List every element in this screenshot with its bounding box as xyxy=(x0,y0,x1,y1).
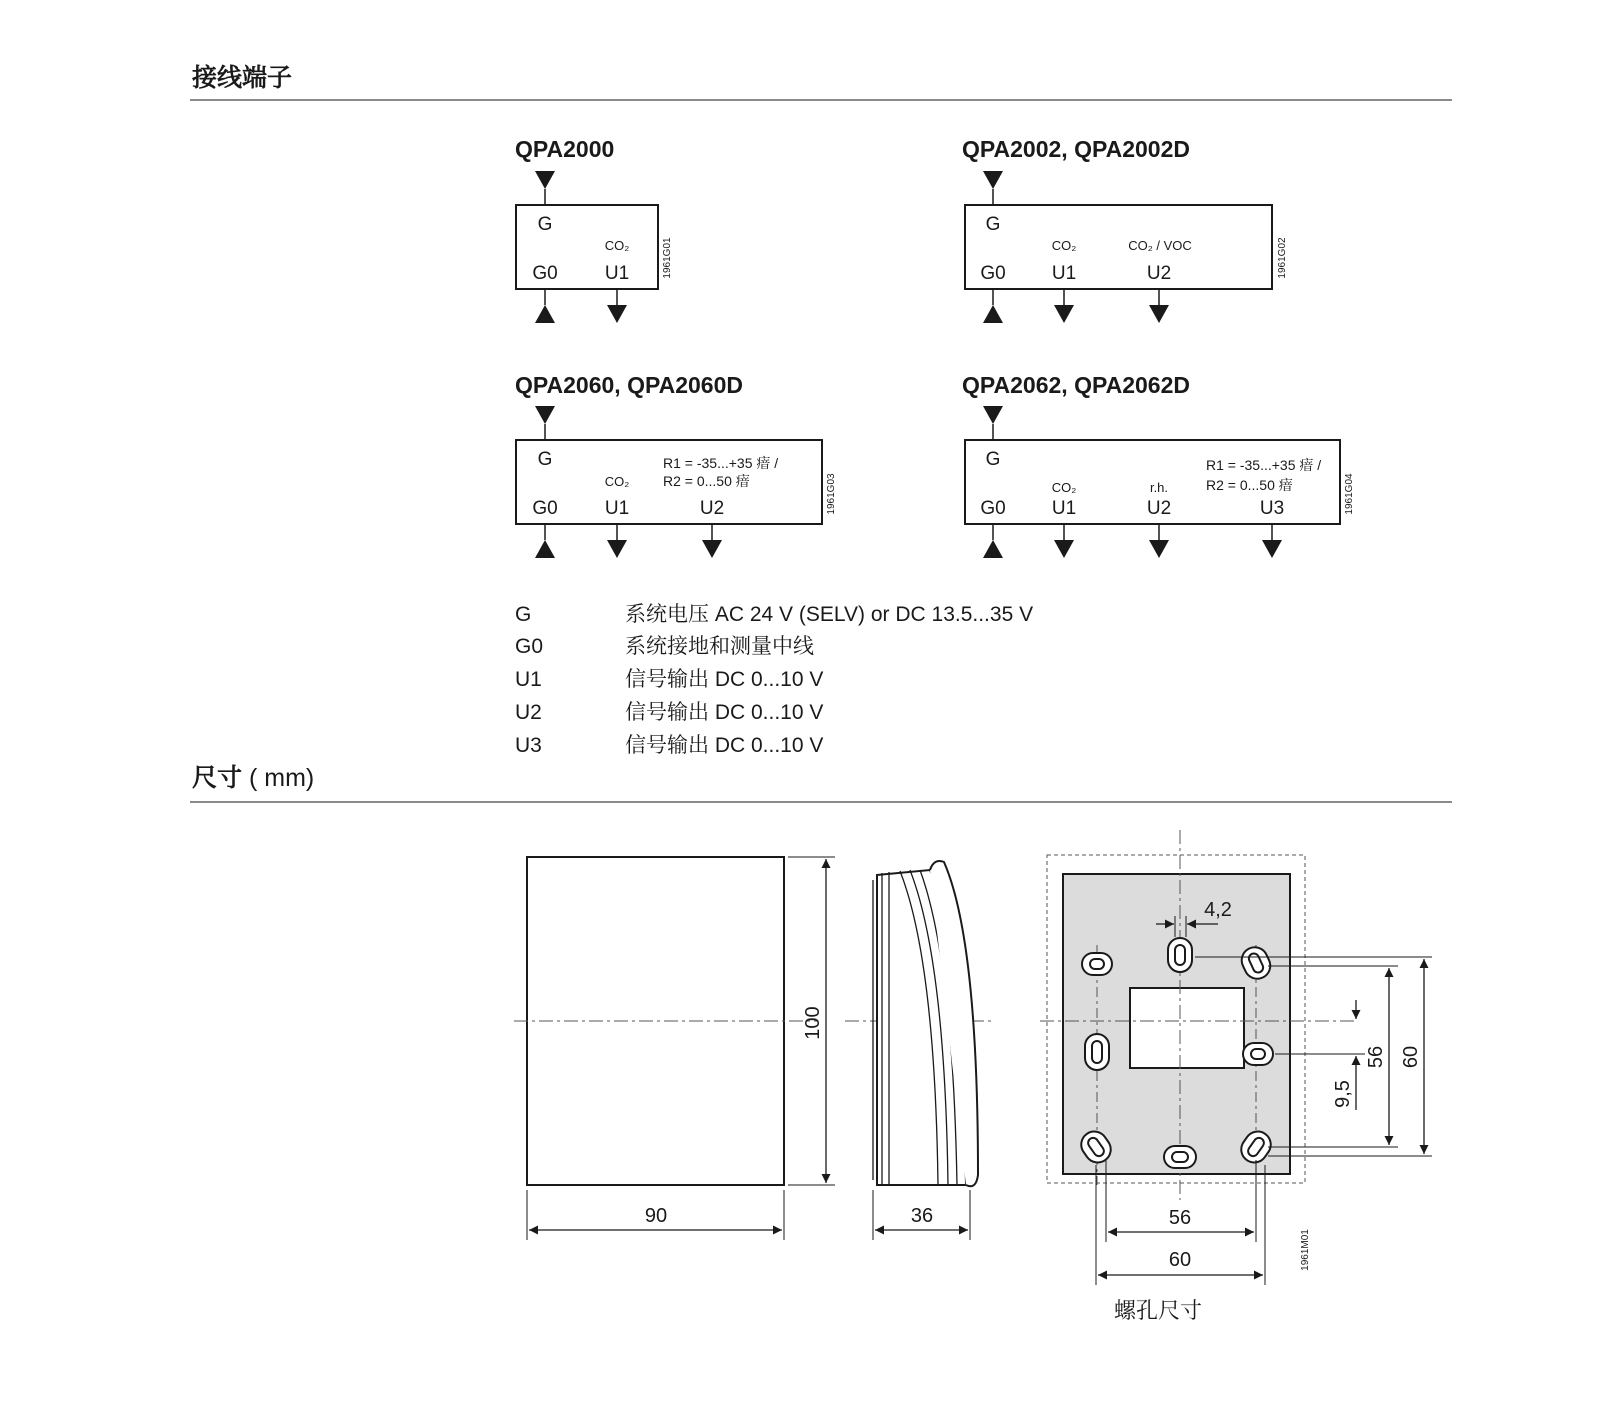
dimensions-title-text: 尺寸 xyxy=(192,764,243,792)
signal-label: CO₂ xyxy=(1051,480,1077,495)
wiring-diagram-qpa2062 xyxy=(962,372,1355,558)
ground-arrow-icon xyxy=(983,540,1003,558)
output-arrow-icon xyxy=(1054,540,1074,558)
legend-row xyxy=(515,731,823,761)
signal-label: CO₂ xyxy=(604,474,630,489)
output-arrow-icon xyxy=(1054,305,1074,323)
plate-window xyxy=(1130,988,1244,1068)
legend-desc: 信号输出 DC 0...10 V xyxy=(625,668,824,691)
legend-desc: 系统电压 AC 24 V (SELV) or DC 13.5...35 V xyxy=(625,603,1034,626)
supply-arrow-icon xyxy=(535,171,555,189)
hole-caption: 螺孔尺寸 xyxy=(1113,1298,1203,1323)
supply-terminal-label: G xyxy=(537,449,553,470)
diagram-model-title: QPA2060, QPA2060D xyxy=(515,372,743,398)
output-arrow-icon xyxy=(1149,305,1169,323)
legend-term: U2 xyxy=(515,701,542,724)
dimension-label: 60 xyxy=(1168,1249,1192,1271)
terminal-label: U1 xyxy=(1051,263,1077,284)
terminal-label: U2 xyxy=(1146,498,1172,519)
diagram-code: 1961G04 xyxy=(1344,473,1355,515)
dimension-label: 36 xyxy=(910,1205,934,1227)
diagram-model-title: QPA2062, QPA2062D xyxy=(962,372,1190,398)
supply-terminal-label: G xyxy=(985,449,1001,470)
mounting-hole-icon xyxy=(1168,938,1192,972)
diagram-model-title: QPA2002, QPA2002D xyxy=(962,136,1190,162)
wiring-diagram-qpa2000 xyxy=(515,136,673,323)
mounting-hole-icon xyxy=(1243,1043,1273,1065)
legend-row xyxy=(515,665,823,695)
wiring-diagram-qpa2060 xyxy=(515,372,837,558)
wiring-diagram-qpa2002 xyxy=(962,136,1288,323)
legend-term: G xyxy=(515,603,532,626)
output-arrow-icon xyxy=(1262,540,1282,558)
legend-term: G0 xyxy=(515,635,544,658)
mounting-hole-icon xyxy=(1085,1034,1109,1070)
section-title-terminals: 接线端子 xyxy=(192,64,293,92)
dimension-label: 60 xyxy=(1400,1045,1422,1069)
mounting-hole-icon xyxy=(1164,1146,1196,1168)
terminal-label: G0 xyxy=(980,263,1006,284)
supply-arrow-icon xyxy=(983,406,1003,424)
diagram-model-title: QPA2000 xyxy=(515,136,615,162)
dimensions-unit: ( mm) xyxy=(248,764,315,792)
legend-row xyxy=(515,698,823,728)
legend-desc: 信号输出 DC 0...10 V xyxy=(625,701,824,724)
ground-arrow-icon xyxy=(983,305,1003,323)
supply-terminal-label: G xyxy=(985,214,1001,235)
ground-arrow-icon xyxy=(535,540,555,558)
output-arrow-icon xyxy=(607,540,627,558)
output-arrow-icon xyxy=(1149,540,1169,558)
dimension-label: 90 xyxy=(644,1205,668,1227)
legend-term: U1 xyxy=(515,668,542,691)
terminal-label: U3 xyxy=(1259,498,1285,519)
dimension-label: 56 xyxy=(1168,1207,1192,1229)
range-label: R1 = -35...+35 瘖 / xyxy=(663,455,779,471)
terminal-label: U1 xyxy=(1051,498,1077,519)
dimension-label: 4,2 xyxy=(1204,899,1232,921)
dimension-label: 100 xyxy=(802,1006,824,1040)
diagram-code: 1961G02 xyxy=(1277,237,1288,279)
diagram-code: 1961G03 xyxy=(826,473,837,515)
signal-label: r.h. xyxy=(1149,480,1169,495)
signal-label: CO₂ xyxy=(604,238,630,253)
range-label: R2 = 0...50 瘖 xyxy=(1206,477,1293,493)
terminal-label: U2 xyxy=(699,498,725,519)
legend-term: U3 xyxy=(515,734,542,757)
legend-desc: 系统接地和测量中线 xyxy=(625,635,814,658)
supply-arrow-icon xyxy=(535,406,555,424)
mounting-hole-icon xyxy=(1082,953,1112,975)
ground-arrow-icon xyxy=(535,305,555,323)
legend-row xyxy=(515,632,814,662)
front-view-drawing xyxy=(514,857,835,1240)
dimension-label: 56 xyxy=(1365,1045,1387,1069)
supply-arrow-icon xyxy=(983,171,1003,189)
terminal-block xyxy=(965,205,1272,289)
output-arrow-icon xyxy=(607,305,627,323)
signal-label: CO₂ / VOC xyxy=(1128,238,1192,253)
legend-row xyxy=(515,600,1033,630)
signal-label: CO₂ xyxy=(1051,238,1077,253)
range-label: R1 = -35...+35 瘖 / xyxy=(1206,457,1322,473)
dimension-label: 9,5 xyxy=(1332,1080,1354,1108)
diagram-code: 1961G01 xyxy=(662,237,673,279)
supply-terminal-label: G xyxy=(537,214,553,235)
legend-desc: 信号输出 DC 0...10 V xyxy=(625,734,824,757)
terminal-label: U1 xyxy=(604,498,630,519)
drawing-code: 1961M01 xyxy=(1300,1229,1311,1271)
side-view-drawing xyxy=(845,861,995,1240)
range-label: R2 = 0...50 瘖 xyxy=(663,473,750,489)
terminal-label: G0 xyxy=(532,498,558,519)
output-arrow-icon xyxy=(702,540,722,558)
mounting-plate-drawing xyxy=(1040,830,1432,1323)
terminal-label: G0 xyxy=(980,498,1006,519)
terminal-label: G0 xyxy=(532,263,558,284)
terminal-label: U1 xyxy=(604,263,630,284)
terminal-label: U2 xyxy=(1146,263,1172,284)
